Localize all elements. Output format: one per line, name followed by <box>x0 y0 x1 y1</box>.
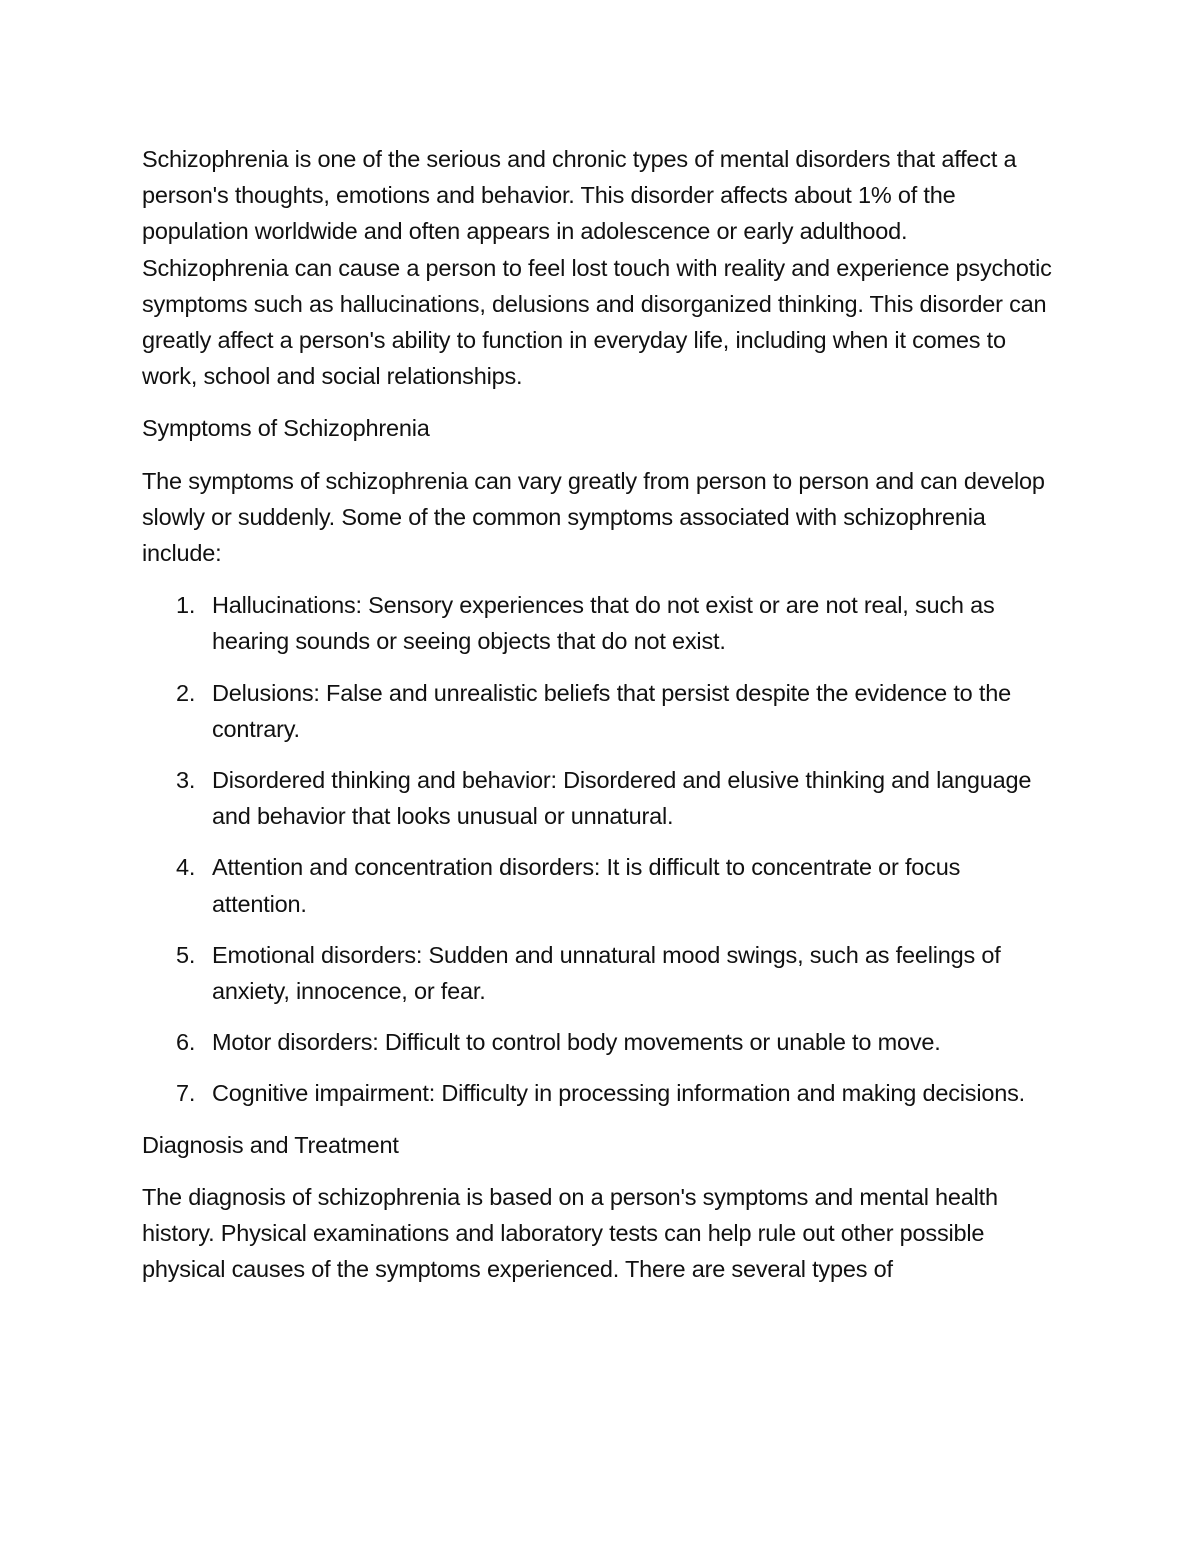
list-item <box>142 1075 1054 1111</box>
list-item-text: Hallucinations: Sensory experiences that do not exist or are not real, such as hearing sounds or seeing objects that do not exist. <box>212 592 995 655</box>
diagnosis-paragraph: The diagnosis of schizophrenia is based on a person's symptoms and mental health history. Physical examinations and laboratory tests can help rule out other possible physical causes of the symptoms experienced. There are several types of <box>142 1183 998 1283</box>
list-item-number: 2. <box>176 679 196 706</box>
list-item <box>142 1024 1054 1060</box>
list-item <box>142 762 1054 834</box>
list-item-text: Disordered thinking and behavior: Disordered and elusive thinking and language and behavior that looks unusual or unnatural. <box>212 767 1032 830</box>
symptoms-list <box>142 587 1054 1111</box>
symptoms-intro-paragraph: The symptoms of schizophrenia can vary greatly from person to person and can develop slowly or suddenly. Some of the common symptoms associated with schizophrenia include: <box>142 467 1045 567</box>
list-item-number: 3. <box>176 767 196 794</box>
intro-paragraph: Schizophrenia is one of the serious and chronic types of mental disorders that affect a person's thoughts, emotions and behavior. This disorder affects about 1% of the population worldwide and often appears in adolescence or early adulthood. Schizophrenia can cause a person to feel lost touch with reality and experience psychotic symptoms such as hallucinations, delusions and disorganized thinking. This disorder can greatly affect a person's ability to function in everyday life, including when it comes to work, school and social relationships. <box>142 146 1052 390</box>
list-item-text: Emotional disorders: Sudden and unnatural mood swings, such as feelings of anxiety, innocence, or fear. <box>212 941 1001 1005</box>
list-item <box>142 937 1054 1009</box>
list-item-number: 7. <box>176 1080 196 1107</box>
list-item-number: 4. <box>176 854 196 881</box>
list-item-number: 5. <box>176 941 196 968</box>
document-page <box>142 141 1054 1303</box>
list-item-text: Attention and concentration disorders: It is difficult to concentrate or focus attention. <box>212 854 961 917</box>
list-item <box>142 675 1054 747</box>
symptoms-heading: Symptoms of Schizophrenia <box>142 415 430 442</box>
list-item-number: 1. <box>176 592 196 619</box>
list-item-text: Motor disorders: Difficult to control body movements or unable to move. <box>212 1029 941 1056</box>
list-item-text: Cognitive impairment: Difficulty in processing information and making decisions. <box>212 1080 1025 1107</box>
list-item-text: Delusions: False and unrealistic beliefs that persist despite the evidence to the contrary. <box>212 679 1011 742</box>
diagnosis-heading: Diagnosis and Treatment <box>142 1131 399 1158</box>
list-item-number: 6. <box>176 1029 196 1056</box>
list-item <box>142 587 1054 659</box>
list-item <box>142 849 1054 921</box>
